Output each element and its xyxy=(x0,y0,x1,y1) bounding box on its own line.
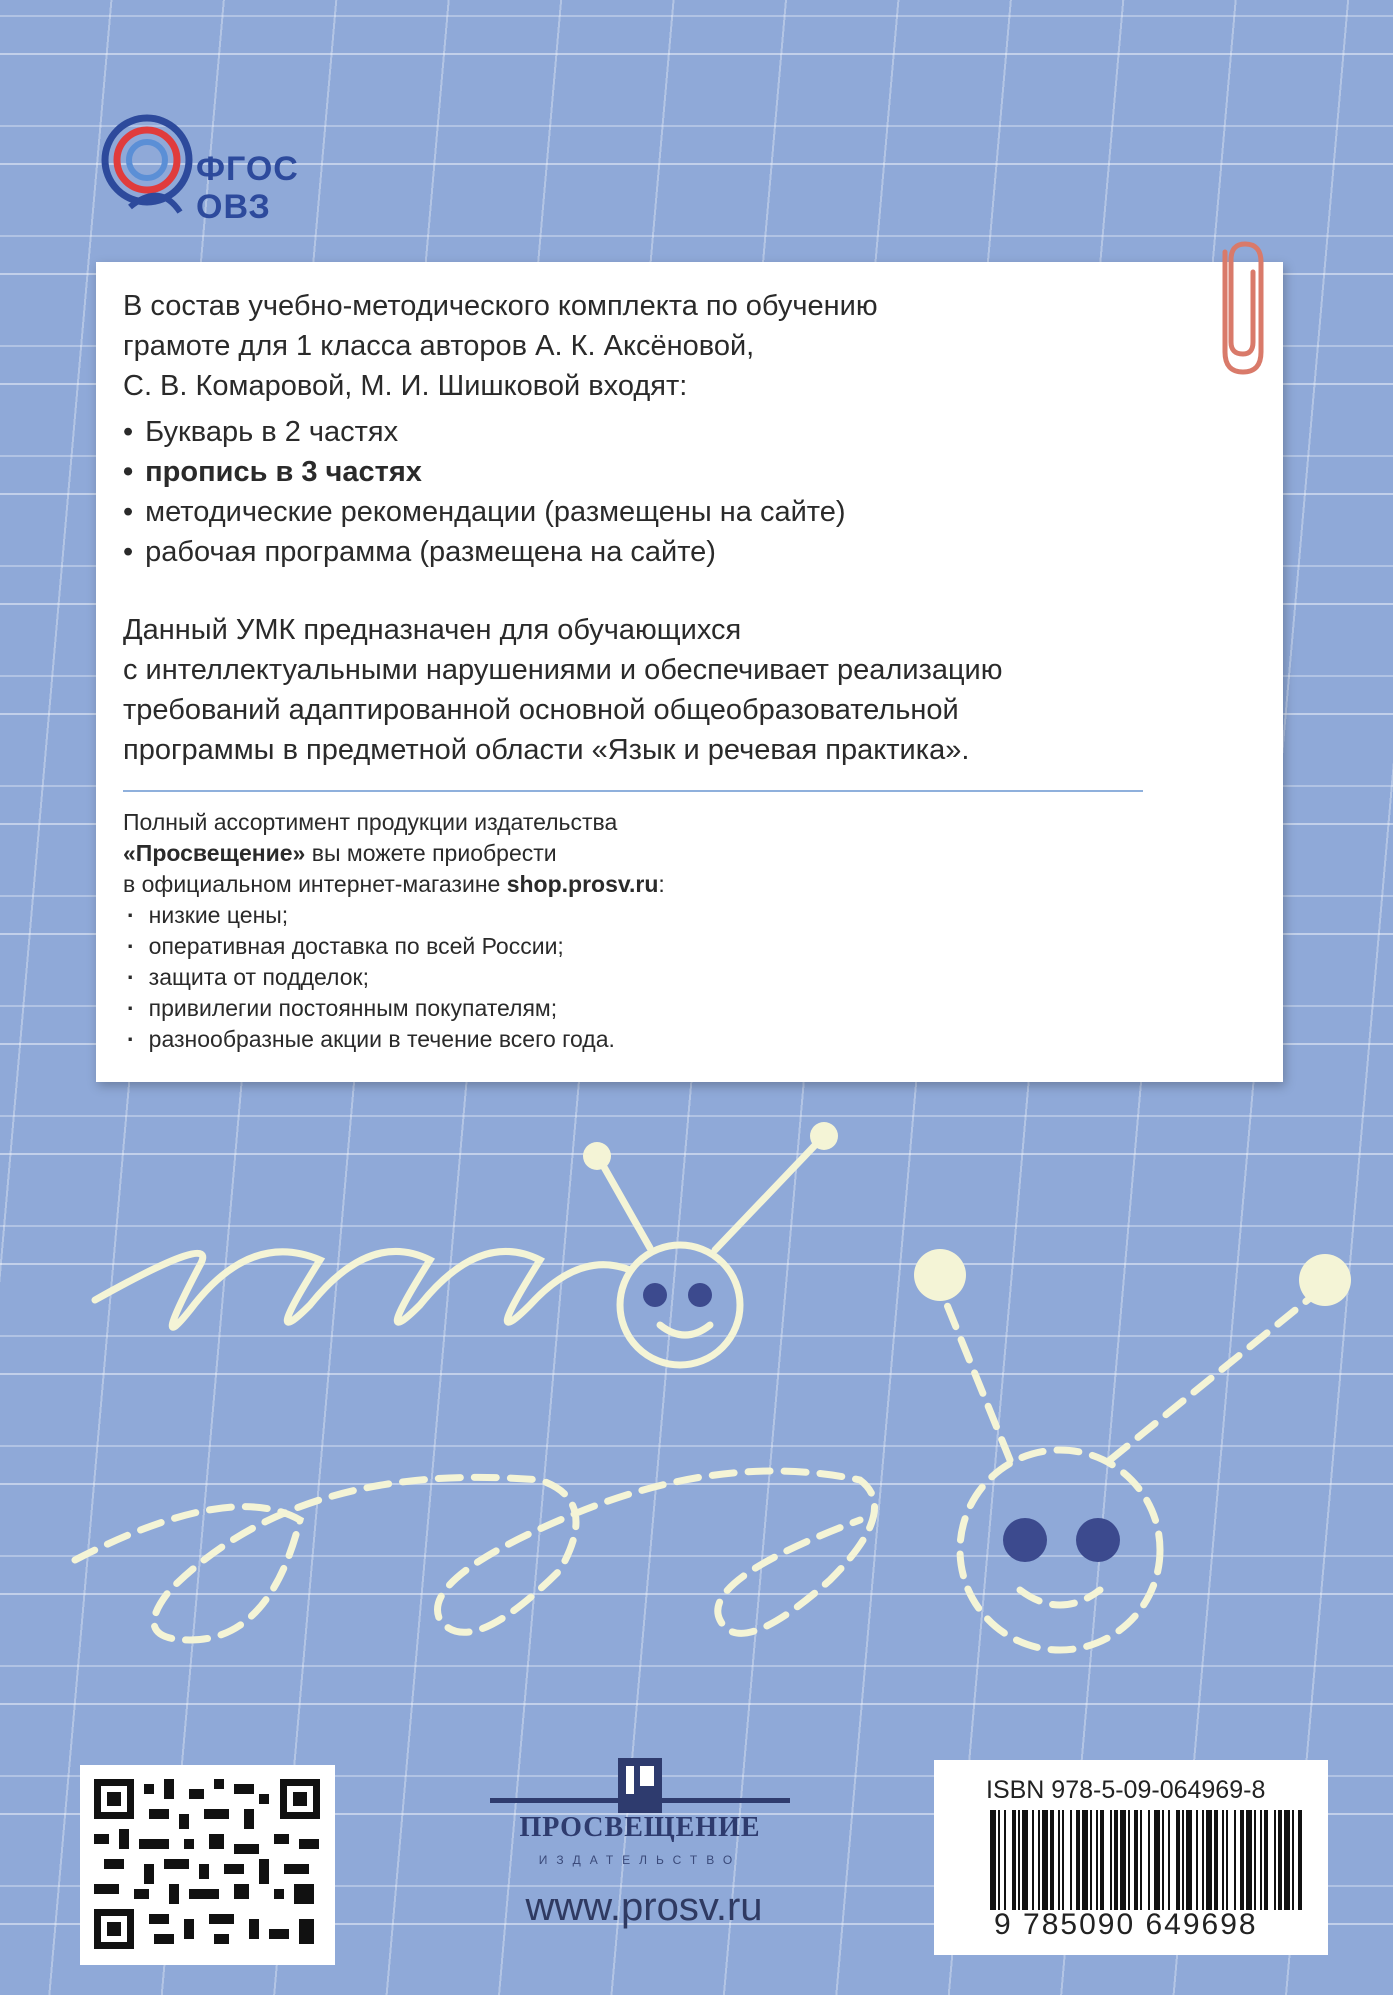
barcode-bar xyxy=(998,1810,1000,1910)
barcode-bar xyxy=(1050,1810,1054,1910)
barcode-bar xyxy=(1076,1810,1080,1910)
list-item: · привилегии постоянным покупателям; xyxy=(123,993,615,1024)
barcode-bar xyxy=(1090,1810,1092,1910)
barcode-bar xyxy=(1274,1810,1276,1910)
intro-text: В состав учебно-методического комплекта по обучению грамоте для 1 класса авторов А. К. Аксёновой, С. В. Комаровой, М. И. Шишковой входят: xyxy=(123,290,878,402)
barcode-bar xyxy=(1148,1810,1150,1910)
barcode-bar xyxy=(1196,1810,1198,1910)
barcode-bar xyxy=(1012,1810,1016,1910)
barcode-bar xyxy=(1128,1810,1130,1910)
list-item: • пропись в 3 частях xyxy=(123,452,846,492)
barcode-bar xyxy=(1240,1810,1244,1910)
list-item: · оперативная доставка по всей России; xyxy=(123,931,615,962)
barcode-bar xyxy=(1226,1810,1228,1910)
barcode-bar xyxy=(1222,1810,1224,1910)
barcode-bar xyxy=(1214,1810,1218,1910)
barcode-bar xyxy=(1176,1810,1180,1910)
qr-code[interactable] xyxy=(80,1765,335,1965)
barcode-bar xyxy=(1120,1810,1126,1910)
barcode-bar xyxy=(1042,1810,1048,1910)
barcode-bar xyxy=(1134,1810,1138,1910)
barcode-bar xyxy=(1096,1810,1098,1910)
barcode-bar xyxy=(1004,1810,1006,1910)
barcode-bar xyxy=(1264,1810,1268,1910)
shop-link[interactable]: shop.prosv.ru xyxy=(506,871,659,897)
list-item: • рабочая программа (размещена на сайте) xyxy=(123,532,846,572)
barcode-bar xyxy=(1246,1810,1252,1910)
barcode-icon xyxy=(986,1810,1306,1910)
barcode-bar xyxy=(1154,1810,1160,1910)
barcode-bar xyxy=(1168,1810,1170,1910)
qr-code-icon xyxy=(94,1779,320,1949)
isbn-barcode-box xyxy=(934,1760,1328,1955)
isbn-label: ISBN 978-5-09-064969-8 xyxy=(986,1776,1266,1804)
list-item: · низкие цены; xyxy=(123,900,615,931)
publisher-website-link[interactable]: www.prosv.ru xyxy=(525,1885,763,1929)
barcode-bar xyxy=(1022,1810,1028,1910)
publisher-subtitle: ИЗДАТЕЛЬСТВО xyxy=(538,1853,742,1867)
caterpillar-illustration xyxy=(0,1100,1393,1800)
barcode-bar xyxy=(1202,1810,1204,1910)
kit-components-list xyxy=(123,412,846,572)
barcode-bar xyxy=(1058,1810,1060,1910)
barcode-bar xyxy=(1082,1810,1088,1910)
barcode-bar xyxy=(990,1810,996,1910)
list-item: · разнообразные акции в течение всего года. xyxy=(123,1024,615,1055)
barcode-bar xyxy=(1260,1810,1262,1910)
paperclip-icon xyxy=(1205,232,1275,382)
barcode-bar xyxy=(1234,1810,1236,1910)
barcode-bar xyxy=(1100,1810,1104,1910)
shop-benefits-list xyxy=(123,900,615,1055)
divider xyxy=(123,790,1143,792)
barcode-bar xyxy=(1032,1810,1034,1910)
barcode-bar xyxy=(1038,1810,1040,1910)
fgos-logo-text: ФГОС ОВЗ xyxy=(196,150,299,226)
barcode-digits: 9 785090 649698 xyxy=(994,1908,1258,1941)
list-item: · защита от подделок; xyxy=(123,962,615,993)
description-text: Данный УМК предназначен для обучающихся с интеллектуальными нарушениями и обеспечивает реализацию требований адаптированной основной общеобразовательной программы в предметной области «Язык и речевая практика». xyxy=(123,614,1003,766)
barcode-bar xyxy=(1162,1810,1164,1910)
barcode-bar xyxy=(1018,1810,1020,1910)
barcode-bar xyxy=(1278,1810,1282,1910)
barcode-bar xyxy=(1284,1810,1290,1910)
barcode-bar xyxy=(1062,1810,1064,1910)
publisher-name: ПРОСВЕЩЕНИЕ xyxy=(519,1812,761,1843)
barcode-bar xyxy=(1206,1810,1212,1910)
barcode-bar xyxy=(1254,1810,1256,1910)
barcode-bar xyxy=(1298,1810,1302,1910)
shop-text: Полный ассортимент продукции издательства «Просвещение» вы можете приобрести в официальном интернет-магазине shop.prosv.ru: xyxy=(123,809,665,897)
barcode-bar xyxy=(1140,1810,1142,1910)
list-item: • Букварь в 2 частях xyxy=(123,412,846,452)
barcode-bar xyxy=(1292,1810,1294,1910)
barcode-bar xyxy=(1110,1810,1112,1910)
barcode-bar xyxy=(1182,1810,1184,1910)
info-card xyxy=(96,262,1283,1082)
barcode-bar xyxy=(1070,1810,1072,1910)
barcode-bar xyxy=(1114,1810,1118,1910)
list-item: • методические рекомендации (размещены на сайте) xyxy=(123,492,846,532)
barcode-bar xyxy=(1186,1810,1192,1910)
